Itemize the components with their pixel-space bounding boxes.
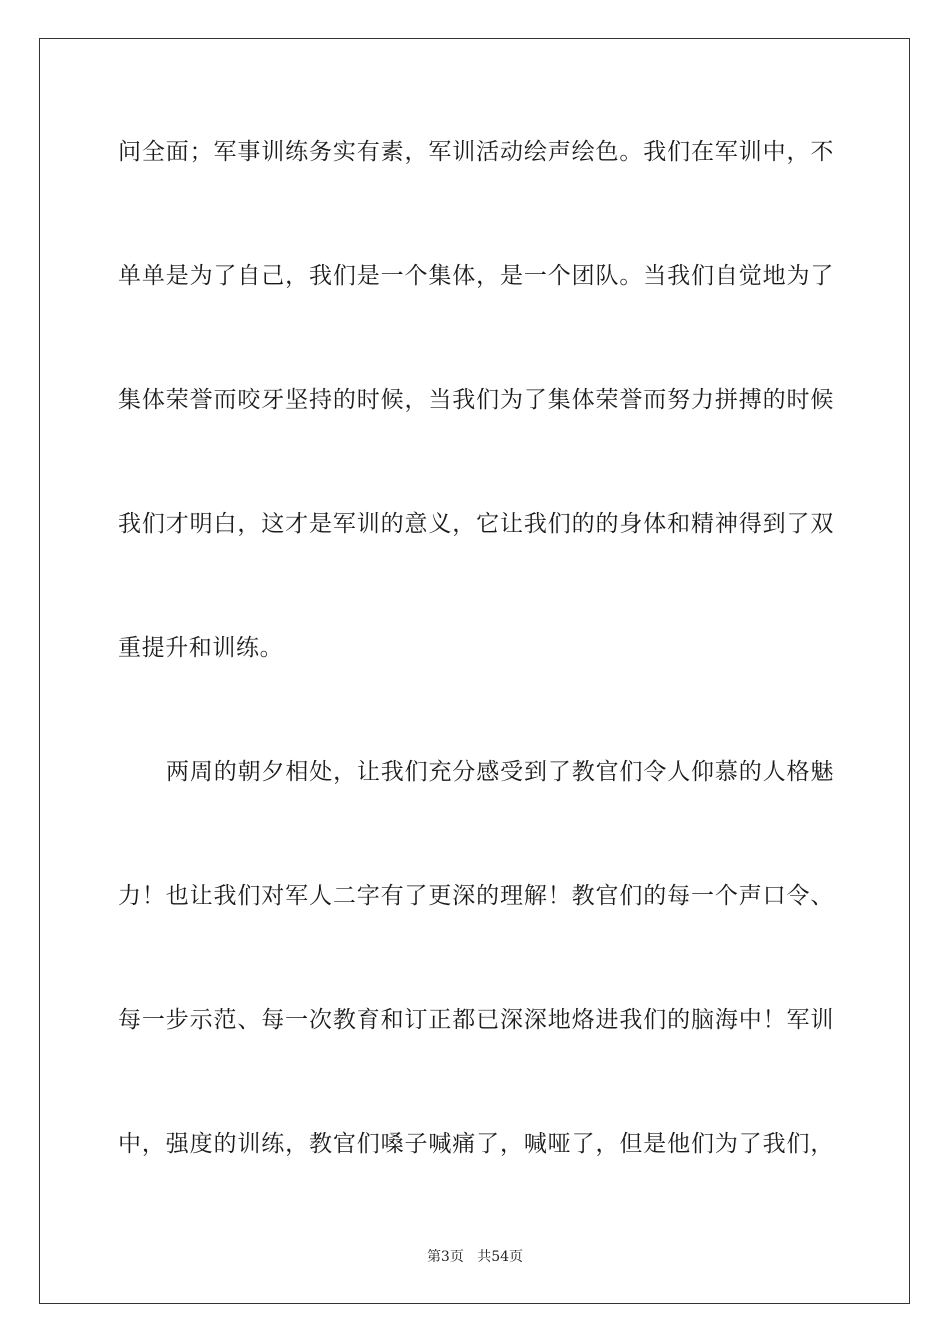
page-number: 第3页 <box>426 1249 464 1265</box>
body-text-line: 集体荣誉而咬牙坚持的时候，当我们为了集体荣誉而努力拼搏的时候 <box>118 387 834 413</box>
body-text-line: 力！也让我们对军人二字有了更深的理解！教官们的每一个声口令、 <box>118 883 834 909</box>
body-text-line: 问全面；军事训练务实有素，军训活动绘声绘色。我们在军训中，不 <box>118 139 834 165</box>
paragraph-first-line: 两周的朝夕相处，让我们充分感受到了教官们令人仰慕的人格魅 <box>166 759 834 785</box>
page-footer <box>0 1247 950 1267</box>
body-text-line: 重提升和训练。 <box>118 635 284 661</box>
body-text-line: 中，强度的训练，教官们嗓子喊痛了，喊哑了，但是他们为了我们， <box>118 1131 834 1157</box>
page-total: 共54页 <box>477 1249 524 1265</box>
body-text-line: 每一步示范、每一次教育和订正都已深深地烙进我们的脑海中！军训 <box>118 1007 834 1033</box>
body-text-line: 我们才明白，这才是军训的意义，它让我们的的身体和精神得到了双 <box>118 511 834 537</box>
body-text-line: 单单是为了自己，我们是一个集体，是一个团队。当我们自觉地为了 <box>118 263 834 289</box>
page-frame <box>39 38 910 1304</box>
